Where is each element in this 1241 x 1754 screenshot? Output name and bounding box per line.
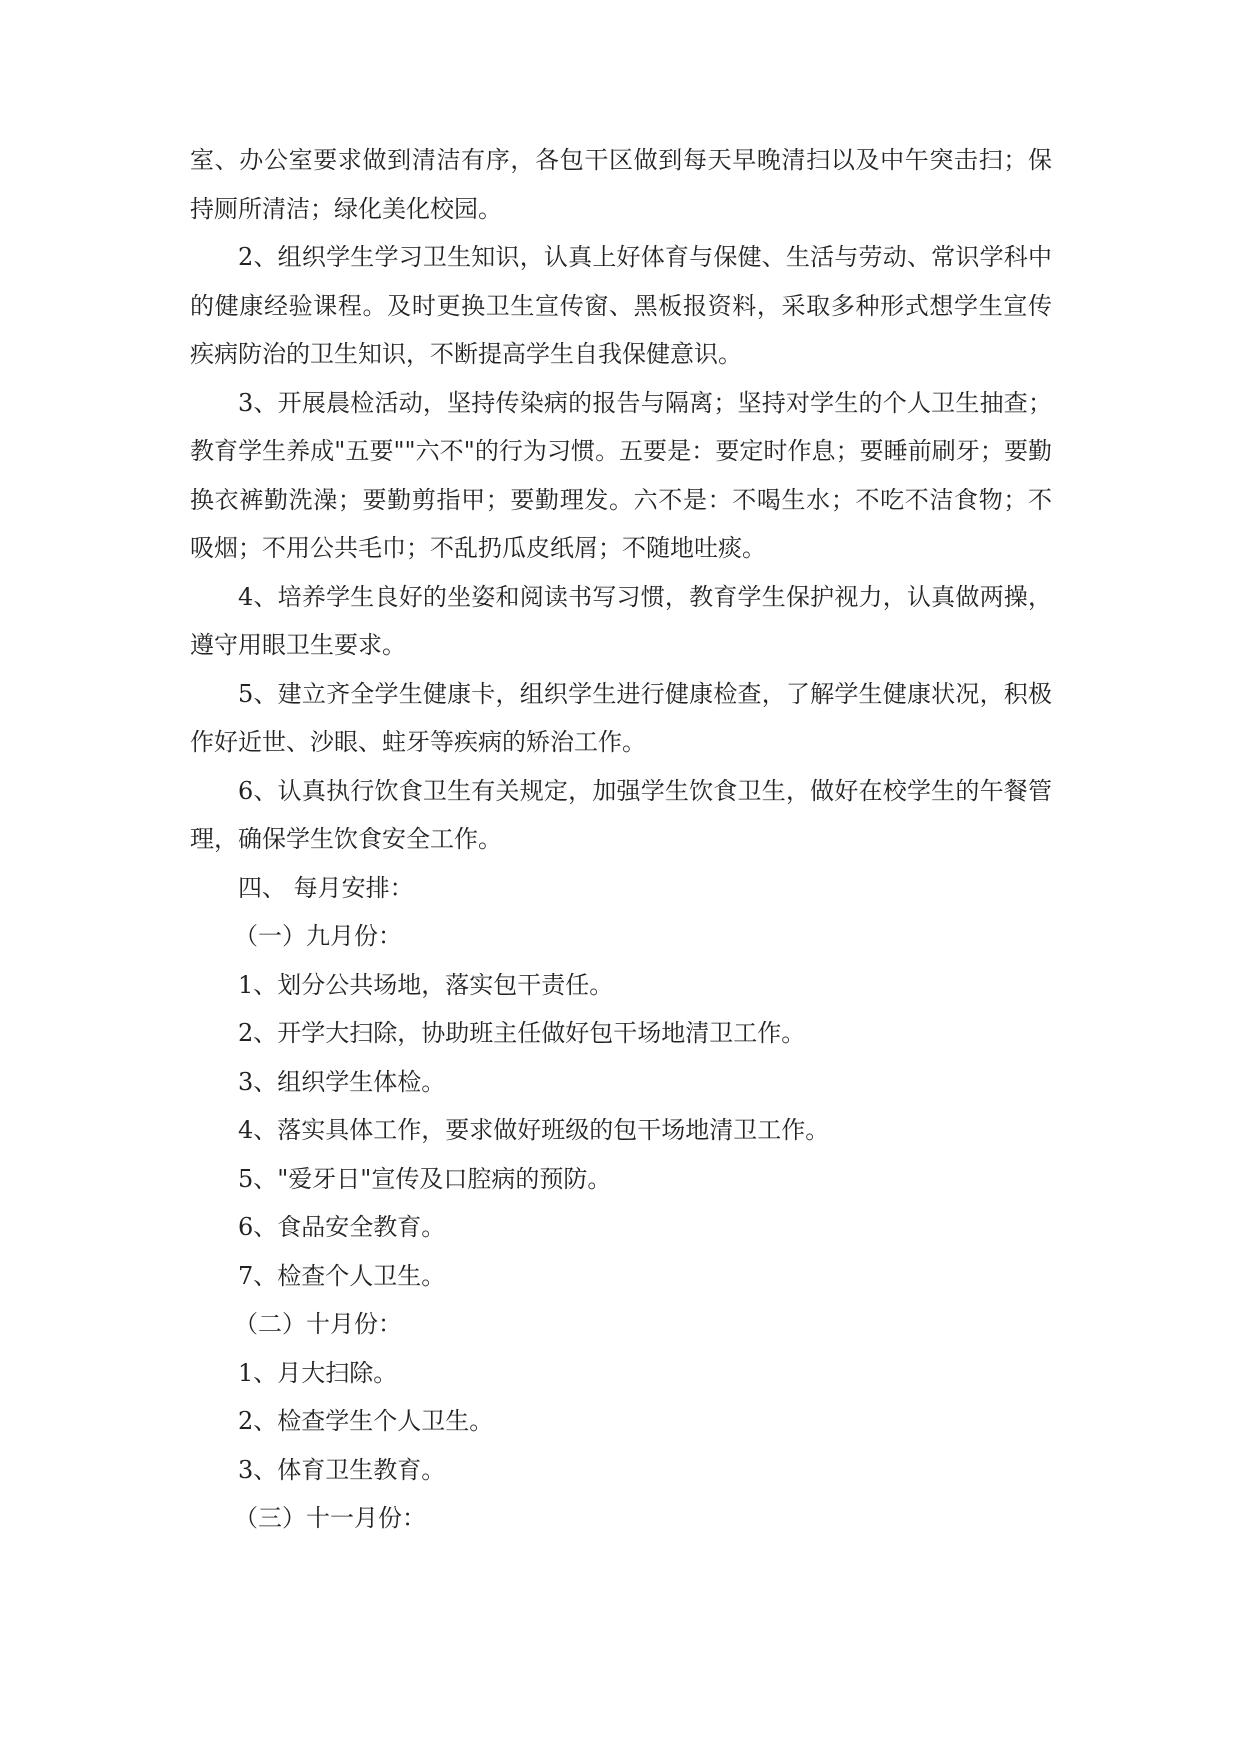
paragraph-item-6: 6、认真执行饮食卫生有关规定，加强学生饮食卫生，做好在校学生的午餐管理，确保学生饮食安全工作。 [190, 776, 1052, 853]
september-item-5: 5、"爱牙日"宣传及口腔病的预防。 [238, 1164, 612, 1193]
november-heading: （三）十一月份： [234, 1504, 426, 1532]
september-item-6: 6、食品安全教育。 [238, 1213, 446, 1241]
paragraph-item-5: 5、建立齐全学生健康卡，组织学生进行健康检查，了解学生健康状况，积极作好近世、沙眼、蛀牙等疾病的矫治工作。 [190, 679, 1052, 756]
paragraph-1-continuation: 室、办公室要求做到清洁有序，各包干区做到每天早晚清扫以及中午突击扫；保持厕所清洁；绿化美化校园。 [190, 146, 1052, 223]
september-item-1: 1、划分公共场地，落实包干责任。 [238, 970, 614, 999]
september-item-2: 2、开学大扫除，协助班主任做好包干场地清卫工作。 [238, 1019, 806, 1047]
october-item-3: 3、体育卫生教育。 [238, 1455, 446, 1484]
paragraph-item-4: 4、培养学生良好的坐姿和阅读书写习惯，教育学生保护视力，认真做两操，遵守用眼卫生要求。 [190, 582, 1052, 659]
september-heading: （一）九月份： [234, 922, 402, 950]
document-body [190, 136, 1052, 1543]
paragraph-item-3: 3、开展晨检活动，坚持传染病的报告与隔离；坚持对学生的个人卫生抽查；教育学生养成"五要""六不"的行为习惯。五要是：要定时作息；要睡前刷牙；要勤换衣裤勤洗澡；要勤剪指甲；要勤理发。六不是：不喝生水；不吃不洁食物；不吸烟；不用公共毛巾；不乱扔瓜皮纸屑；不随地吐痰。 [190, 388, 1052, 562]
section-heading-monthly-plan: 四、 每月安排： [238, 873, 414, 902]
october-item-2: 2、检查学生个人卫生。 [238, 1407, 494, 1435]
october-item-1: 1、月大扫除。 [238, 1358, 398, 1387]
september-item-7: 7、检查个人卫生。 [238, 1261, 446, 1290]
october-heading: （二）十月份： [234, 1310, 402, 1338]
september-item-4: 4、落实具体工作，要求做好班级的包干场地清卫工作。 [238, 1116, 830, 1144]
paragraph-item-2: 2、组织学生学习卫生知识，认真上好体育与保健、生活与劳动、常识学科中的健康经验课程。及时更换卫生宣传窗、黑板报资料，采取多种形式想学生宣传疾病防治的卫生知识，不断提高学生自我保健意识。 [190, 243, 1052, 368]
september-item-3: 3、组织学生体检。 [238, 1067, 446, 1096]
